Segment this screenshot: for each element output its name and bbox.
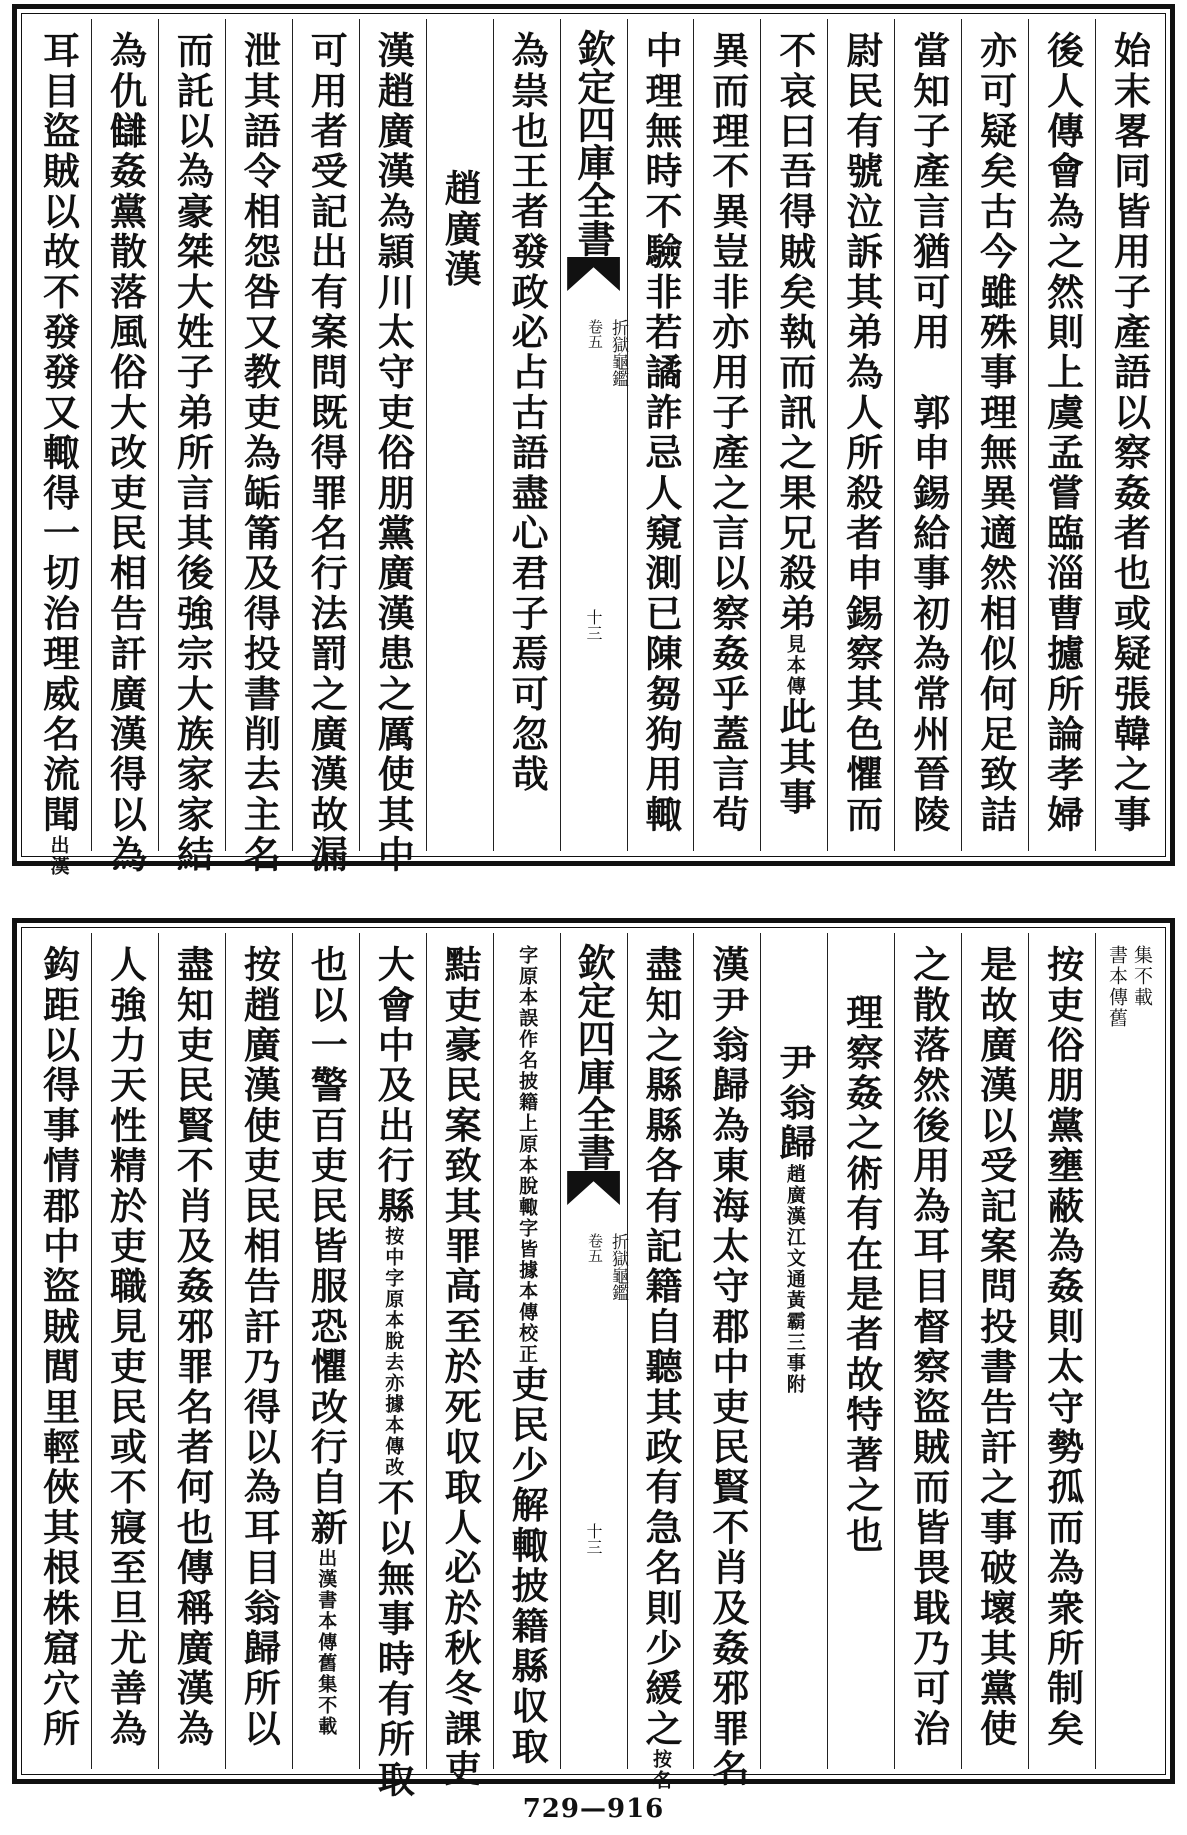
annotation-line: 集不載	[1131, 945, 1154, 1008]
text-column	[627, 933, 694, 1791]
column-text: 可用者受記出有案問既得罪名行法罰之廣漢故漏	[304, 31, 349, 876]
page-number: 十三	[584, 1523, 604, 1555]
annotation: 字原本誤作名披籍上原本脫輙字皆據本傳校正	[516, 945, 539, 1365]
text-column	[359, 19, 426, 876]
text-column	[426, 933, 493, 1790]
section-heading: 趙廣漢	[438, 169, 483, 290]
column-text: 不哀曰吾得賊矣執而訊之果兄殺弟見本傳此其事	[772, 31, 817, 818]
text-column	[693, 933, 760, 1790]
column-text: 亦可疑矣古今雖殊事理無異適然相似何足致詰	[973, 31, 1018, 835]
column-text: 也以一警百吏民皆服恐懼改行自新出漢書本傳舊集不載	[304, 945, 349, 1737]
column-text: 大會中及出行縣按中字原本脫去亦據本傳改不以無事時有所取	[371, 945, 416, 1801]
text-column	[25, 19, 91, 877]
text-column	[292, 19, 359, 876]
juan-number: 卷五	[586, 1233, 605, 1263]
column-text: 泄其語令相怨咎又教吏為缿筩及得投書削去主名	[237, 31, 282, 876]
book-title: 欽定四庫全書	[571, 943, 617, 1171]
column-text: 理察姦之術有在是者故特著之也	[839, 993, 884, 1556]
book-name: 折獄龜鑑	[608, 319, 628, 387]
text-column	[426, 19, 493, 851]
text-column	[961, 19, 1028, 851]
text-column	[25, 933, 91, 1769]
annotation: 按名	[649, 1749, 672, 1791]
annotation: 出漢	[47, 835, 70, 877]
text-column	[693, 19, 760, 851]
column-text: 而託以為豪桀大姓子弟所言其後強宗大族家家結	[170, 31, 215, 876]
text-column	[1095, 933, 1162, 1769]
text-column	[760, 19, 827, 851]
text-column	[158, 933, 225, 1769]
column-text: 中理無時不驗非若譎詐忌人窺測已陳芻狗用輙	[638, 31, 683, 835]
text-column	[827, 19, 894, 851]
column-text: 當知子產言猶可用 郭申錫給事初為常州晉陵	[906, 31, 951, 835]
column-text: 鈎距以得事情郡中盜賊閭里輕俠其根株窟穴所	[36, 945, 81, 1749]
text-column	[91, 19, 158, 876]
book-title: 欽定四庫全書	[571, 29, 617, 257]
section-heading: 尹翁歸趙廣漢江文通黃霸三事附	[772, 1043, 817, 1395]
text-column	[225, 19, 292, 876]
column-text: 耳目盜賊以故不發發又輙得一切治理威名流聞出漢	[36, 31, 81, 877]
column-text: 黠吏豪民案致其罪高至於死収取人必於秋冬課吏	[438, 945, 483, 1790]
text-column	[359, 933, 426, 1801]
column-text: 漢尹翁歸為東海太守郡中吏民賢不肖及姦邪罪名	[705, 945, 750, 1790]
center-fold	[560, 19, 627, 851]
column-text: 盡知吏民賢不肖及姦邪罪名者何也傳稱廣漢為	[170, 945, 215, 1749]
column-text: 人強力天性精於吏職見吏民或不寢至旦尤善為	[103, 945, 148, 1749]
column-text: 始末畧同皆用子產語以察姦者也或疑張韓之事	[1107, 31, 1152, 835]
text-column	[894, 933, 961, 1769]
page-number: 十三	[584, 609, 604, 641]
column-text: 漢趙廣漢為頴川太守吏俗朋黨廣漢患之厲使其中	[371, 31, 416, 876]
text-column	[1028, 19, 1095, 851]
top-page	[12, 4, 1175, 877]
column-text: 異而理不異豈非亦用子產之言以察姦乎蓋言茍	[705, 31, 750, 835]
fishtail-mark	[567, 1171, 620, 1205]
annotation: 趙廣漢江文通黃霸三事附	[783, 1163, 806, 1395]
text-column	[1095, 19, 1162, 851]
annotation	[1106, 945, 1154, 1029]
scan-page-number: 729—916	[522, 1794, 665, 1824]
bottom-page	[12, 918, 1175, 1801]
column-text: 後人傳會為之然則上虞孟嘗臨淄曹攄所論孝婦	[1040, 31, 1085, 835]
column-text: 之散落然後用為耳目督察盜賊而皆畏戢乃可治	[906, 945, 951, 1749]
column-text: 盡知之縣縣各有記籍自聽其政有急名則少緩之按名	[638, 945, 683, 1791]
column-text: 字原本誤作名披籍上原本脫輙字皆據本傳校正吏民少解輙披籍縣収取	[505, 945, 550, 1767]
text-column	[627, 19, 694, 851]
annotation: 出漢書本傳舊集不載	[315, 1548, 338, 1737]
column-text: 是故廣漢以受記案問投書告訐之事破壞其黨使	[973, 945, 1018, 1749]
text-column	[827, 933, 894, 1769]
text-column	[1028, 933, 1095, 1769]
center-fold	[560, 933, 627, 1769]
annotation: 按中字原本脫去亦據本傳改	[382, 1226, 405, 1479]
text-column	[91, 933, 158, 1769]
column-text: 按趙廣漢使吏民相告訐乃得以為耳目翁歸所以	[237, 945, 282, 1749]
annotation-line: 書本傳舊	[1106, 945, 1129, 1029]
column-text: 尉民有號泣訴其弟為人所殺者申錫察其色懼而	[839, 31, 884, 835]
column-text: 按吏俗朋黨壅蔽為姦則太守勢孤而為衆所制矣	[1040, 945, 1085, 1749]
text-column	[760, 933, 827, 1769]
text-column	[225, 933, 292, 1769]
annotation: 見本傳	[783, 634, 806, 697]
text-column	[961, 933, 1028, 1769]
text-column	[493, 19, 560, 851]
juan-number: 卷五	[586, 319, 605, 349]
text-column	[493, 933, 560, 1769]
book-name: 折獄龜鑑	[608, 1233, 628, 1301]
column-text: 為仇讎姦黨散落風俗大改吏民相告訐廣漢得以為	[103, 31, 148, 876]
text-column	[158, 19, 225, 876]
column-text: 為祟也王者發政必占古語盡心君子焉可忽哉	[505, 31, 550, 795]
text-column	[292, 933, 359, 1769]
text-column	[894, 19, 961, 851]
fishtail-mark	[567, 257, 620, 291]
